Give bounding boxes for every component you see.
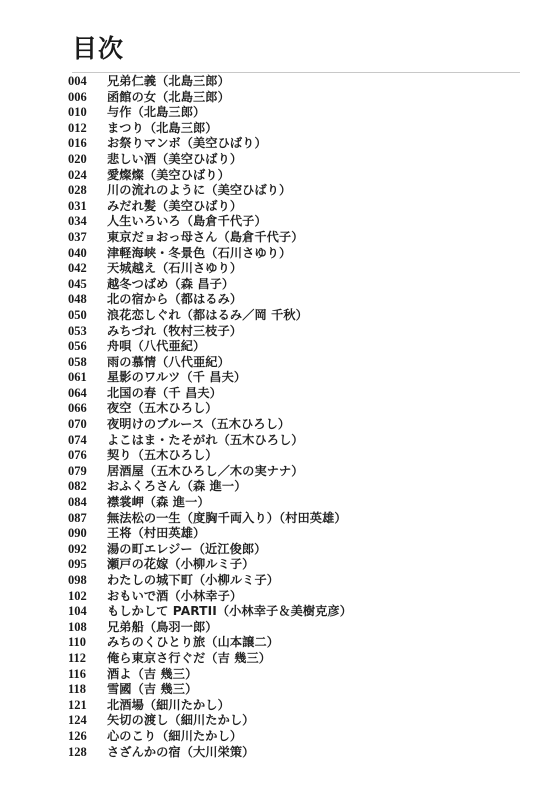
toc-song-title: 湯の町エレジー（近江俊郎） — [107, 541, 267, 556]
toc-entry — [68, 183, 528, 199]
toc-song-title: 酒よ（吉 幾三） — [107, 666, 198, 681]
toc-page-number: 102 — [68, 588, 87, 603]
toc-song-title: 星影のワルツ（千 昌夫） — [107, 370, 247, 385]
toc-page-number: 087 — [68, 510, 87, 525]
toc-song-title: 北酒場（細川たかし） — [107, 697, 230, 712]
toc-page-number: 042 — [68, 261, 87, 276]
toc-song-title: わたしの城下町（小柳ルミ子） — [107, 573, 280, 587]
toc-song-title: 人生いろいろ（島倉千代子） — [107, 214, 267, 229]
toc-page-number: 056 — [68, 339, 87, 354]
toc-page-number: 121 — [68, 697, 87, 712]
toc-page-number: 024 — [68, 167, 87, 182]
toc-entry — [68, 651, 528, 667]
toc-entry — [68, 448, 528, 464]
toc-page-number: 082 — [68, 479, 87, 494]
toc-song-title: 川の流れのように（美空ひばり） — [107, 183, 292, 198]
toc-page-number: 061 — [68, 370, 87, 385]
toc-song-title: 俺ら東京さ行ぐだ（吉 幾三） — [107, 650, 272, 665]
toc-page-number: 028 — [68, 183, 87, 198]
toc-entry — [68, 635, 528, 651]
toc-entry — [68, 339, 528, 355]
toc-page-number: 045 — [68, 276, 87, 291]
toc-song-title: 津軽海峡・冬景色（石川さゆり） — [107, 245, 292, 260]
toc-song-title: 東京だョおっ母さん（島倉千代子） — [107, 229, 304, 244]
toc-entry — [68, 105, 528, 121]
toc-entry — [68, 214, 528, 230]
table-of-contents — [68, 74, 528, 760]
toc-entry — [68, 370, 528, 386]
toc-page-number: 006 — [68, 89, 87, 104]
toc-page-number: 098 — [68, 573, 87, 587]
toc-page-number: 020 — [68, 151, 87, 166]
toc-song-title: 襟裳岬（森 進一） — [107, 495, 210, 510]
toc-page-number: 037 — [68, 229, 87, 244]
toc-page-number: 034 — [68, 214, 87, 229]
toc-page-number: 112 — [68, 650, 87, 665]
toc-page-number: 104 — [68, 604, 87, 619]
toc-entry — [68, 74, 528, 90]
toc-page-number: 092 — [68, 541, 87, 556]
toc-page-number: 066 — [68, 401, 87, 416]
page-header — [72, 32, 520, 73]
toc-entry — [68, 433, 528, 449]
toc-entry — [68, 168, 528, 184]
toc-page-number: 079 — [68, 463, 87, 478]
toc-page-number: 084 — [68, 495, 87, 510]
toc-entry — [68, 464, 528, 480]
toc-entry — [68, 386, 528, 402]
toc-song-title: 兄弟船（鳥羽一郎） — [107, 619, 218, 634]
toc-page-number: 053 — [68, 323, 87, 338]
toc-entry — [68, 745, 528, 761]
toc-song-title: 天城越え（石川さゆり） — [107, 261, 243, 276]
toc-page-number: 070 — [68, 417, 87, 432]
toc-page-number: 064 — [68, 385, 87, 400]
toc-song-title: 王将（村田英雄） — [107, 526, 206, 541]
toc-song-title: 夜明けのブルース（五木ひろし） — [107, 417, 291, 432]
toc-page-number: 116 — [68, 666, 87, 681]
toc-song-title: 舟唄（八代亜紀） — [107, 339, 206, 354]
toc-entry — [68, 698, 528, 714]
toc-entry — [68, 401, 528, 417]
toc-entry — [68, 542, 528, 558]
toc-page-number: 118 — [68, 682, 87, 697]
toc-entry — [68, 261, 528, 277]
toc-entry — [68, 136, 528, 152]
page-title: 目次 — [72, 34, 125, 63]
toc-entry — [68, 682, 528, 698]
toc-song-title: 無法松の一生（度胸千両入り）（村田英雄） — [107, 510, 347, 525]
toc-song-title: お祭りマンボ（美空ひばり） — [107, 136, 267, 151]
toc-song-title: 瀬戸の花嫁（小柳ルミ子） — [107, 557, 255, 572]
toc-entry — [68, 589, 528, 605]
toc-entry — [68, 121, 528, 137]
toc-song-title: 居酒屋（五木ひろし／木の実ナナ） — [107, 463, 304, 478]
toc-song-title: よこはま・たそがれ（五木ひろし） — [107, 432, 304, 447]
toc-song-title: 夜空（五木ひろし） — [107, 401, 218, 416]
toc-entry — [68, 729, 528, 745]
toc-page-number: 058 — [68, 354, 87, 369]
toc-page-number: 076 — [68, 448, 87, 463]
toc-song-title: 函館の女（北島三郎） — [107, 89, 230, 104]
toc-entry — [68, 246, 528, 262]
toc-page-number: 095 — [68, 557, 87, 572]
toc-entry — [68, 199, 528, 215]
toc-song-title: みちのくひとり旅（山本譲二） — [107, 635, 280, 650]
toc-song-title: みだれ髪（美空ひばり） — [107, 198, 243, 213]
toc-song-title: 北の宿から（都はるみ） — [107, 292, 243, 307]
toc-entry — [68, 667, 528, 683]
toc-entry — [68, 573, 528, 589]
toc-song-title: 与作（北島三郎） — [107, 105, 206, 120]
toc-song-title: おもいで酒（小林幸子） — [107, 588, 243, 603]
toc-song-title: おふくろさん（森 進一） — [107, 479, 247, 494]
toc-entry — [68, 90, 528, 106]
toc-page-number: 004 — [68, 74, 87, 88]
toc-page-number: 110 — [68, 635, 87, 650]
toc-page-number: 016 — [68, 136, 87, 151]
toc-page-number: 040 — [68, 245, 87, 260]
toc-entry — [68, 526, 528, 542]
toc-entry — [68, 713, 528, 729]
toc-page-number: 010 — [68, 105, 87, 120]
toc-entry — [68, 230, 528, 246]
toc-page-number: 050 — [68, 307, 87, 322]
toc-entry — [68, 604, 528, 620]
toc-song-title: 兄弟仁義（北島三郎） — [107, 74, 230, 88]
toc-song-title: 浪花恋しぐれ（都はるみ／岡 千秋） — [107, 307, 308, 322]
toc-song-title: 雪國（吉 幾三） — [107, 682, 198, 697]
toc-page-number: 126 — [68, 728, 87, 743]
toc-page-number: 090 — [68, 526, 87, 541]
toc-entry — [68, 495, 528, 511]
toc-entry — [68, 292, 528, 308]
toc-entry — [68, 355, 528, 371]
toc-entry — [68, 277, 528, 293]
toc-entry — [68, 152, 528, 168]
toc-song-title: 北国の春（千 昌夫） — [107, 385, 222, 400]
toc-entry — [68, 324, 528, 340]
toc-song-title: 越冬つばめ（森 昌子） — [107, 276, 235, 291]
toc-page-number: 031 — [68, 198, 87, 213]
title-divider — [72, 72, 520, 73]
toc-song-title: 雨の慕情（八代亜紀） — [107, 354, 230, 369]
toc-entry — [68, 308, 528, 324]
toc-page-number: 108 — [68, 619, 87, 634]
toc-page-number: 074 — [68, 432, 87, 447]
toc-page-number: 128 — [68, 744, 87, 759]
toc-entry — [68, 511, 528, 527]
toc-entry — [68, 417, 528, 433]
toc-song-title: まつり（北島三郎） — [107, 120, 218, 135]
toc-song-title: さざんかの宿（大川栄策） — [107, 744, 255, 759]
toc-page-number: 012 — [68, 120, 87, 135]
toc-song-title: 契り（五木ひろし） — [107, 448, 218, 463]
toc-song-title: 悲しい酒（美空ひばり） — [107, 151, 243, 166]
toc-entry — [68, 479, 528, 495]
toc-song-title: 心のこり（細川たかし） — [107, 728, 243, 743]
toc-page-number: 124 — [68, 713, 87, 728]
toc-song-title: 矢切の渡し（細川たかし） — [107, 713, 255, 728]
toc-song-title: もしかして PARTII（小林幸子＆美樹克彦） — [107, 604, 353, 619]
toc-entry — [68, 557, 528, 573]
toc-song-title: みちづれ（牧村三枝子） — [107, 323, 243, 338]
toc-song-title: 愛燦燦（美空ひばり） — [107, 167, 230, 182]
toc-page-number: 048 — [68, 292, 87, 307]
toc-entry — [68, 620, 528, 636]
